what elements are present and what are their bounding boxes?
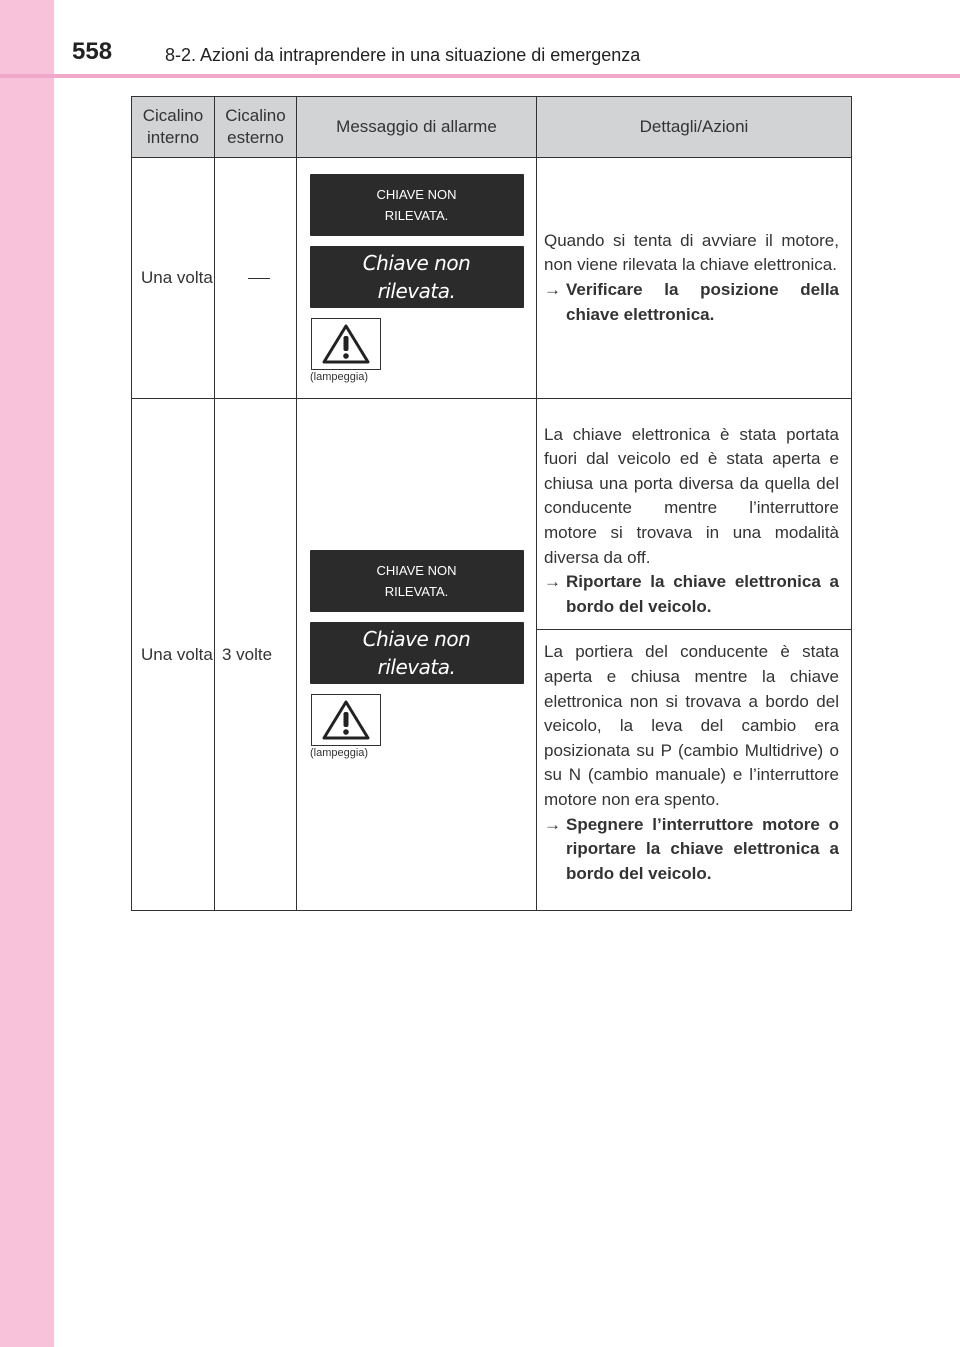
header-alarm-message: Messaggio di allarme — [297, 97, 537, 158]
alarm-message-cell — [297, 399, 537, 911]
blink-caption: (lampeggia) — [310, 370, 369, 383]
side-color-strip — [0, 0, 54, 1347]
warning-triangle-icon — [311, 318, 381, 370]
display-panel-uppercase: CHIAVE NON RILEVATA. — [310, 174, 524, 236]
arrow-icon: → — [544, 814, 561, 834]
detail-block — [544, 219, 839, 337]
header-external-buzzer: Cicalino esterno — [215, 97, 297, 158]
detail-text: La chiave elettronica è stata portata fuori dal veicolo ed è stata aperta e chiusa una porta diversa da quella del conducente mentre l’interruttore motore si trovava in una modalità diversa da off. — [544, 424, 839, 567]
display-panel-lowercase: Chiave non rilevata. — [310, 246, 524, 308]
detail-text: Quando si tenta di avviare il motore, non viene rilevata la chiave elettronica. — [544, 230, 839, 275]
alarm-table — [131, 96, 852, 911]
warning-triangle-icon — [311, 694, 381, 746]
display-panel-lowercase: Chiave non rilevata. — [310, 622, 524, 684]
external-buzzer-cell — [215, 158, 297, 399]
detail-block — [544, 413, 839, 630]
internal-buzzer-cell: Una volta — [132, 399, 215, 911]
header-divider — [0, 74, 960, 78]
table-row — [132, 399, 852, 911]
table-row — [132, 158, 852, 399]
arrow-icon: → — [544, 572, 561, 592]
external-buzzer-cell: 3 volte — [215, 399, 297, 911]
detail-action: Spegnere l’interruttore motore o riportare la chiave elettronica a bordo del veicolo. — [566, 814, 839, 883]
blink-caption: (lampeggia) — [310, 747, 369, 759]
details-cell — [537, 399, 852, 911]
alarm-message-cell — [297, 158, 537, 399]
external-buzzer-dash — [248, 278, 270, 279]
table-header-row — [132, 97, 852, 158]
page-number: 558 — [72, 38, 113, 65]
display-panel-uppercase: CHIAVE NON RILEVATA. — [310, 550, 524, 612]
detail-action: Verificare la posizione della chiave elettronica. — [566, 280, 839, 324]
section-title: 8-2. Azioni da intraprendere in una situazione di emergenza — [165, 45, 641, 65]
internal-buzzer-cell: Una volta — [132, 158, 215, 399]
arrow-icon: → — [544, 280, 561, 299]
detail-block — [544, 630, 839, 896]
details-cell — [537, 158, 852, 399]
header-internal-buzzer: Cicalino interno — [132, 97, 215, 158]
detail-action: Riportare la chiave elettronica a bordo del veicolo. — [566, 572, 839, 616]
header-details-actions: Dettagli/Azioni — [537, 97, 852, 158]
detail-text: La portiera del conducente è stata aperta e chiusa mentre la chiave elettronica non si trovava a bordo del veicolo, la leva del cambio era posizionata su P (cambio Multidrive) o su N (cambio manuale) e l’interruttore motore non era spento. — [544, 642, 839, 809]
